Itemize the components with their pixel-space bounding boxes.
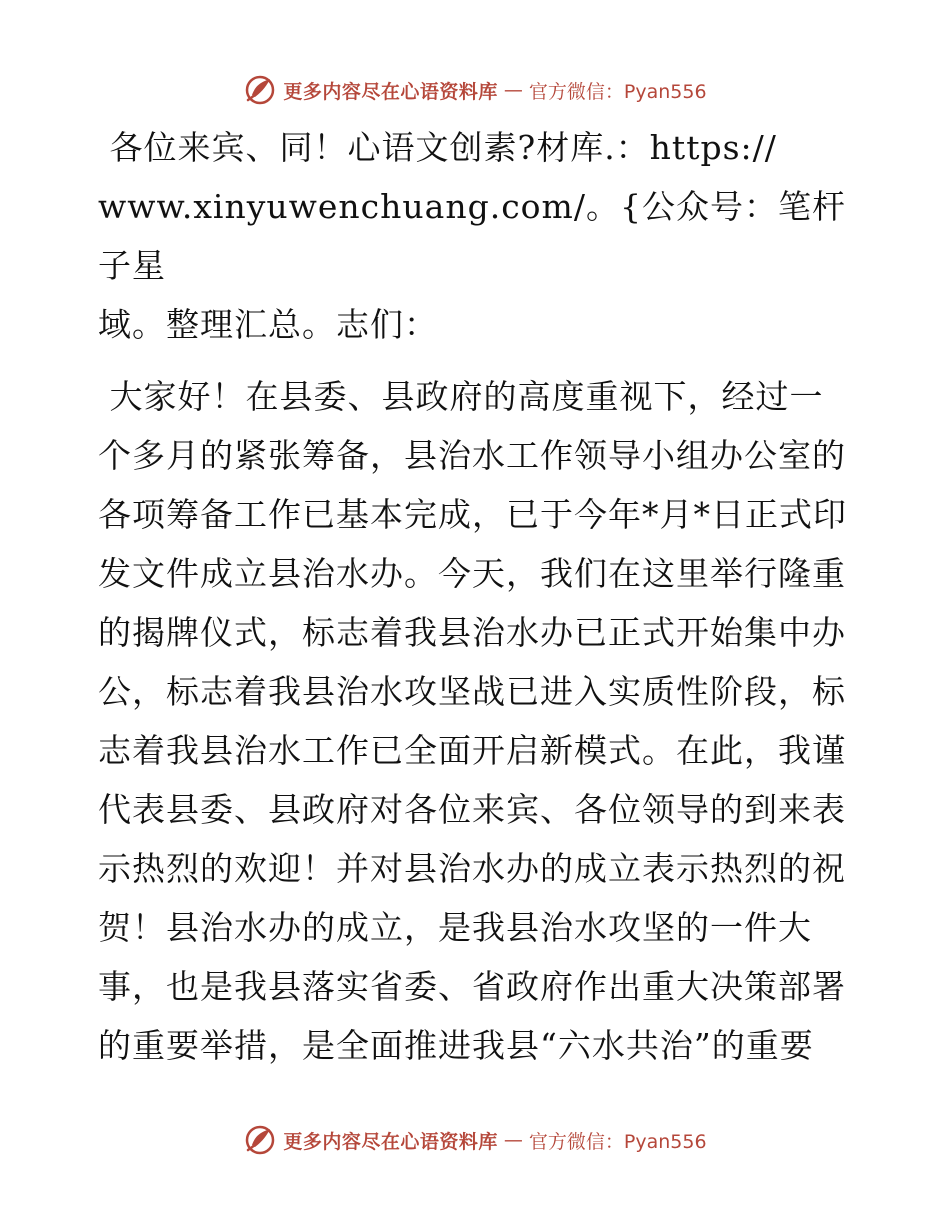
footer-dash: — (503, 1129, 523, 1151)
footer-banner (0, 1120, 950, 1160)
paragraph-main: 大家好！在县委、县政府的高度重视下，经过一 个多月的紧张筹备，县治水工作领导小组办公室的 各项筹备工作已基本完成，已于今年*月*日正式印 发文件成立县治水办。今天，我们在这里举行隆重 的揭牌仪式，标志着我县治水办已正式开始集中办 公，标志着我县治水攻坚战已进入实质性阶段，标 志着我县治水工作已全面开启新模式。在此，我谨 代表县委、县政府对各位来宾、各位领导的到来表 示热烈的欢迎！并对县治水办的成立表示热烈的祝 贺！县治水办的成立，是我县治水攻坚的一件大 事，也是我县落实省委、省政府作出重大决策部署 的重要举措，是全面推进我县“六水共治”的重要 (98, 377, 847, 1065)
footer-brand-text: 更多内容尽在心语资料库 (283, 1130, 498, 1153)
header-dash: — (503, 79, 523, 101)
paragraph-greeting: 各位来宾、同！心语文创素?材库.：https:// www.xinyuwenchuang.com/。{公众号：笔杆子星 域。整理汇总。志们： (98, 128, 846, 344)
header-banner (0, 70, 950, 110)
header-wechat-text: 官方微信：Pyan556 (528, 80, 707, 103)
logo-icon (243, 73, 277, 107)
header-brand-text: 更多内容尽在心语资料库 (283, 80, 498, 103)
footer-wechat-text: 官方微信：Pyan556 (528, 1130, 707, 1153)
logo-icon (243, 1123, 277, 1157)
document-body (98, 118, 854, 1075)
